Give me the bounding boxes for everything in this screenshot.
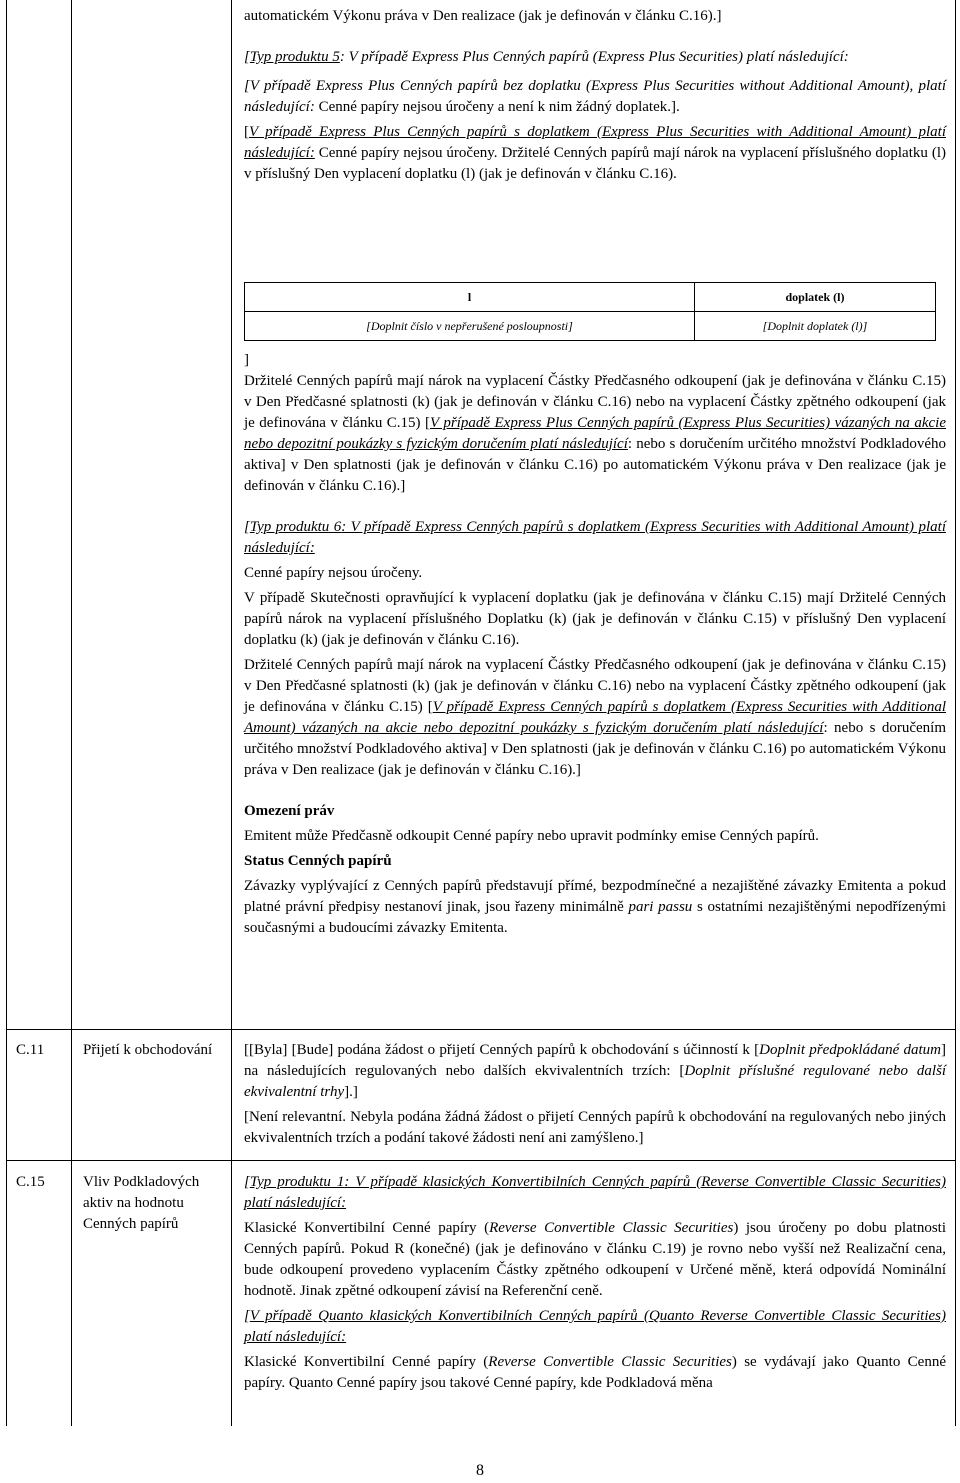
table-header-l: l [245, 283, 695, 312]
closing-bracket: ] [244, 352, 249, 368]
section-product-5 [244, 6, 946, 189]
product-5-heading: [Typ produktu 5: V případě Express Plus Cenných papírů (Express Plus Securities) platí následující: [244, 49, 849, 65]
section-c11 [244, 1040, 946, 1153]
row-label-c11: Přijetí k obchodování [83, 1042, 213, 1058]
heading-omezeni-prav: Omezení práv [244, 803, 335, 819]
paragraph: Závazky vyplývající z Cenných papírů představují přímé, bezpodmínečné a nezajištěné závazky Emitenta a pokud platné právní předpisy nestanoví jinak, jsou řazeny minimálně pari passu s ostatními nezajištěnými nepodřízenými současnými a budoucími závazky Emitenta. [244, 878, 946, 936]
table-cell: [Doplnit doplatek (l)] [694, 312, 935, 341]
row-number-c11: C.11 [16, 1042, 45, 1058]
row-number-c15: C.15 [16, 1174, 45, 1190]
paragraph: [Není relevantní. Nebyla podána žádná žádost o přijetí Cenných papírů k obchodování na regulovaných nebo jiných ekvivalentních trzích a podání takové žádosti není ani zamýšleno.] [244, 1109, 946, 1146]
col-divider-2 [231, 0, 232, 1426]
left-border [6, 0, 7, 1426]
paragraph: Klasické Konvertibilní Cenné papíry (Reverse Convertible Classic Securities) se vydávají jako Quanto Cenné papíry. Quanto Cenné papíry jsou takové Cenné papíry, kde Podkladová měna [244, 1354, 947, 1391]
paragraph: Držitelé Cenných papírů mají nárok na vyplacení Částky Předčasného odkoupení (jak je definována v článku C.15) v Den Předčasné splatnosti (k) (jak je definován v článku C.16) nebo na vyplacení Částky zpětného odkoupení (jak je definována v článku C.15) [V případě Express Cenných papírů s doplatkem (Express Securities with Additional Amount) vázaných na akcie nebo depozitní poukázky s fyzickým doručením platí následující: nebo s doručením určitého množství Podkladového aktiva] v Den splatnosti (jak je definován v článku C.16) po automatickém Výkonu práva v Den realizace (jak je definován v článku C.16).] [244, 657, 947, 778]
paragraph: Klasické Konvertibilní Cenné papíry (Reverse Convertible Classic Securities) jsou úročeny po dobu platnosti Cenných papírů. Pokud R (konečné) (jak je definováno v článku C.19) je rovno nebo vyšší než Realizační cena, bude odkoupení provedeno vyplacením Částky zpětného odkoupení v Určené měně, která odpovídá Nominální hodnotě. Jinak zpětné odkoupení závisí na Referenční ceně. [244, 1220, 946, 1299]
table-cell: [Doplnit číslo v nepřerušené posloupnosti] [245, 312, 695, 341]
quanto-heading: [V případě Quanto klasických Konvertibilních Cenných papírů (Quanto Reverse Convertible Classic Securities) platí následující: [244, 1308, 946, 1345]
paragraph: Emitent může Předčasně odkoupit Cenné papíry nebo upravit podmínky emise Cenných papírů. [244, 828, 819, 844]
paragraph: [V případě Express Plus Cenných papírů s doplatkem (Express Plus Securities with Additional Amount) platí následující: Cenné papíry nejsou úročeny. Držitelé Cenných papírů mají nárok na vyplacení příslušného doplatku (l) v příslušný Den vyplacení doplatku (l) (jak je definován v článku C.16). [244, 124, 946, 182]
right-border [955, 0, 956, 1426]
paragraph: Držitelé Cenných papírů mají nárok na vyplacení Částky Předčasného odkoupení (jak je definována v článku C.15) v Den Předčasné splatnosti (k) (jak je definován v článku C.16) nebo na vyplacení Částky zpětného odkoupení (jak je definována v článku C.15) [V případě Express Plus Cenných papírů (Express Plus Securities) vázaných na akcie nebo depozitní poukázky s fyzickým doručením platí následující: nebo s doručením určitého množství Podkladového aktiva] v Den splatnosti (jak je definován v článku C.16) po automatickém Výkonu práva v Den realizace (jak je definován v článku C.16).] [244, 373, 946, 494]
product-1-heading: [Typ produktu 1: V případě klasických Konvertibilních Cenných papírů (Reverse Convertible Classic Securities) platí následující: [244, 1174, 946, 1211]
table-header-doplatek: doplatek (l) [694, 283, 935, 312]
paragraph: automatickém Výkonu práva v Den realizace (jak je definován v článku C.16).] [244, 8, 722, 24]
row-label-c15: Vliv Podkladových aktiv na hodnotu Cenných papírů [83, 1174, 200, 1232]
col-divider-1 [71, 0, 72, 1426]
paragraph: [V případě Express Plus Cenných papírů bez doplatku (Express Plus Securities without Additional Amount), platí následující: Cenné papíry nejsou úročeny a není k nim žádný doplatek.]. [244, 78, 946, 115]
row-divider-c15 [6, 1160, 956, 1161]
section-product-6 [244, 350, 946, 943]
paragraph: Cenné papíry nejsou úročeny. [244, 565, 423, 581]
paragraph: V případě Skutečnosti opravňující k vyplacení doplatku (jak je definována v článku C.15) mají Držitelé Cenných papírů nárok na vyplacení příslušného Doplatku (k) (jak je definován v článku C.15) v příslušný Den vyplacení doplatku (k) (jak je definován v článku C.16). [244, 590, 946, 648]
row-divider-c11 [6, 1029, 956, 1030]
paragraph: [[Byla] [Bude] podána žádost o přijetí Cenných papírů k obchodování s účinností k [Doplnit předpokládané datum] na následujících regulovaných nebo dalších ekvivalentních trzích: [Doplnit příslušné regulované nebo další ekvivalentní trhy].] [244, 1042, 947, 1100]
heading-status: Status Cenných papírů [244, 853, 392, 869]
section-c15 [244, 1172, 946, 1398]
doplatek-table [244, 282, 936, 341]
page-number: 8 [476, 1462, 484, 1479]
product-6-heading: [Typ produktu 6: V případě Express Cenných papírů s doplatkem (Express Securities with Additional Amount) platí následující: [244, 519, 946, 556]
